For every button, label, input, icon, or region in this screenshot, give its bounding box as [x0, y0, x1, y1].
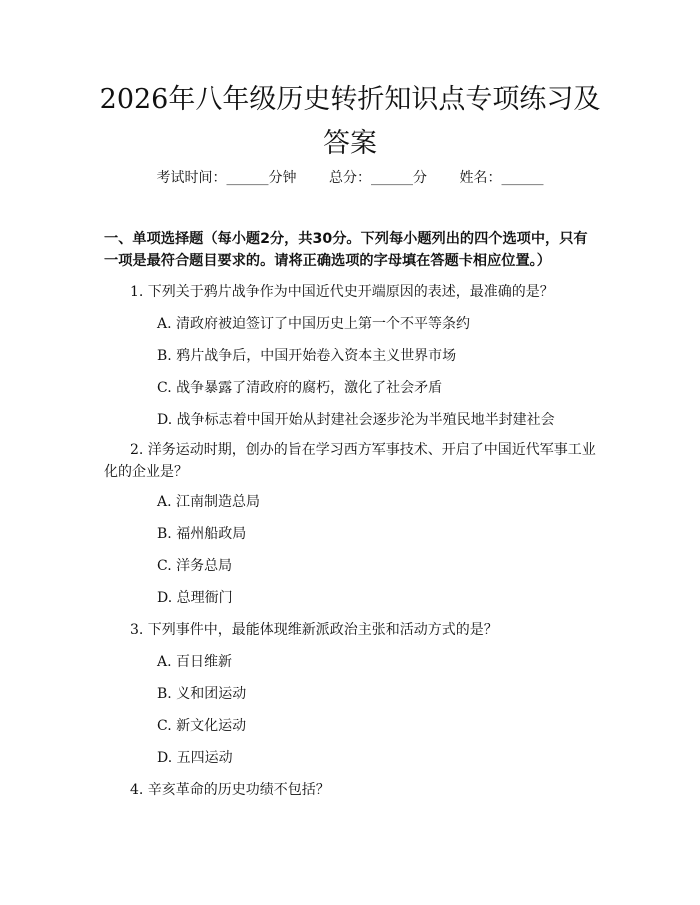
question-stem: 3. 下列事件中，最能体现维新派政治主张和活动方式的是？ — [130, 622, 498, 638]
question-option: B. 福州船政局 — [157, 526, 247, 542]
question-option: D. 战争标志着中国开始从封建社会逐步沦为半殖民地半封建社会 — [157, 412, 555, 428]
question-option: C. 新文化运动 — [157, 718, 247, 734]
question-stem: 2. 洋务运动时期，创办的旨在学习西方军事技术、开启了中国近代军事工业化的企业是？ — [104, 442, 596, 480]
question-option: C. 战争暴露了清政府的腐朽，激化了社会矛盾 — [157, 380, 443, 396]
exam-info-bar — [0, 168, 700, 188]
question-option: D. 总理衙门 — [157, 590, 233, 606]
question-option: C. 洋务总局 — [157, 558, 233, 574]
question-stem: 1. 下列关于鸦片战争作为中国近代史开端原因的表述，最准确的是？ — [130, 284, 554, 300]
question-option: B. 鸦片战争后，中国开始卷入资本主义世界市场 — [157, 348, 457, 364]
student-name-field: 姓名：______ — [459, 170, 544, 186]
question-option: D. 五四运动 — [157, 750, 233, 766]
section-heading: 一、单项选择题（每小题2分，共30分。下列每小题列出的四个选项中，只有一项是最符合题目要求的。请将正确选项的字母填在答题卡相应位置。） — [104, 231, 588, 269]
document-title: 2026年八年级历史转折知识点专项练习及答案 — [99, 84, 601, 159]
question-option: A. 百日维新 — [157, 654, 233, 670]
question-option: B. 义和团运动 — [157, 686, 247, 702]
total-score-field: 总分：______分 — [329, 170, 427, 186]
question-option: A. 清政府被迫签订了中国历史上第一个不平等条约 — [157, 316, 471, 332]
exam-time-field: 考试时间：______分钟 — [156, 170, 297, 186]
question-stem: 4. 辛亥革命的历史功绩不包括？ — [130, 782, 330, 798]
question-option: A. 江南制造总局 — [157, 494, 261, 510]
